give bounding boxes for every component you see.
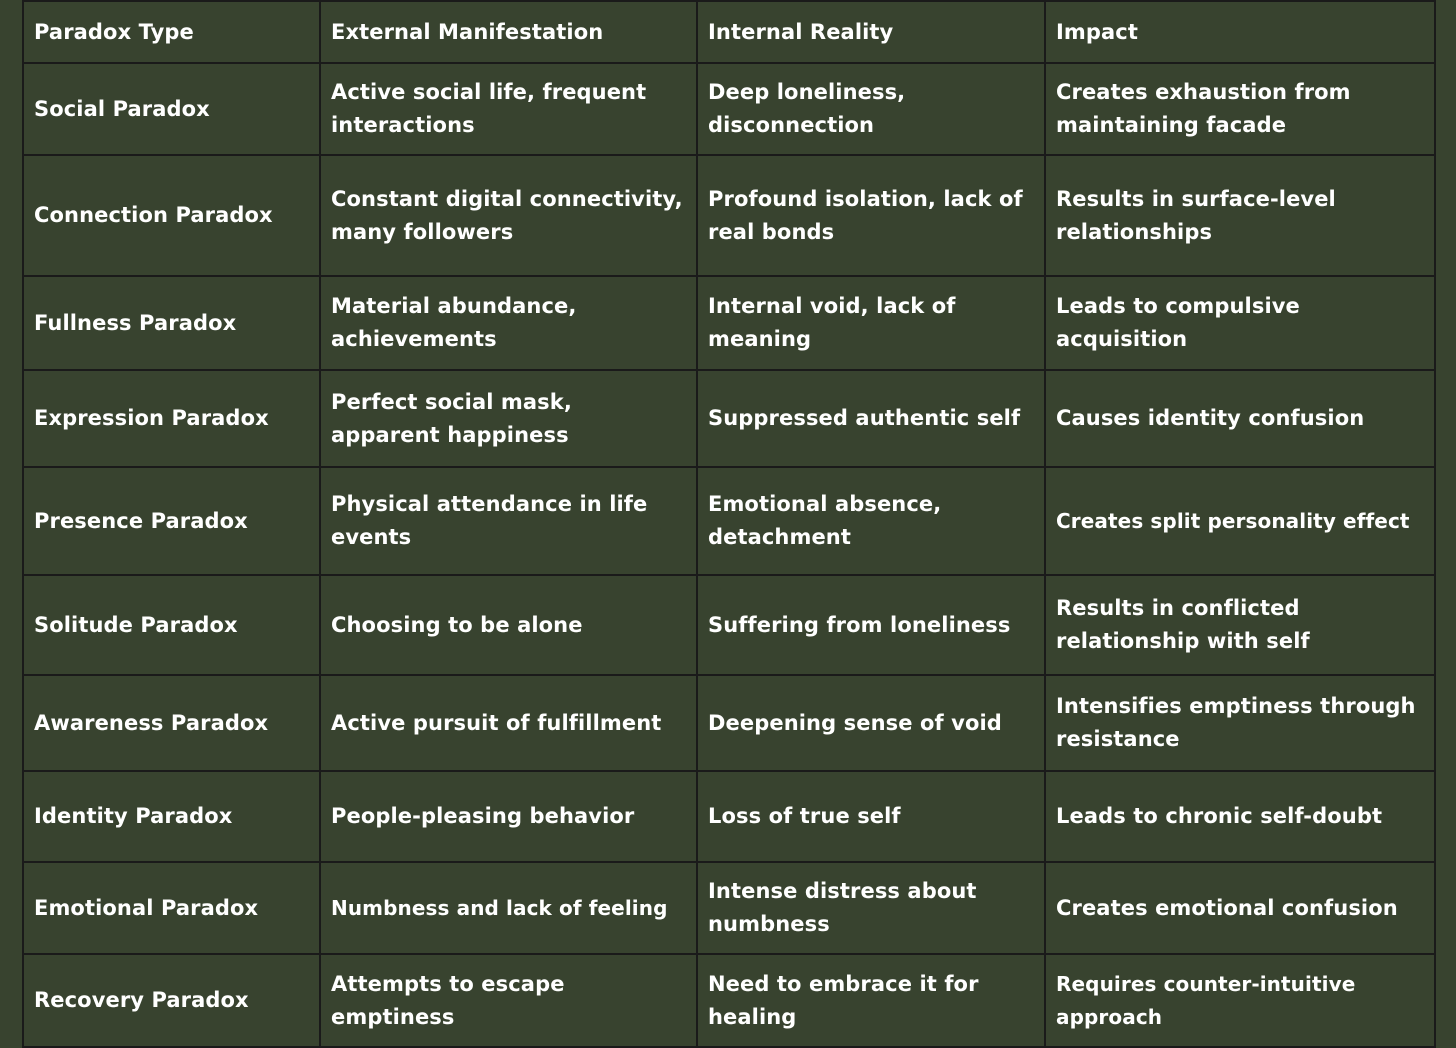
table-cell: Leads to compulsive acquisition [1045, 276, 1435, 370]
header-cell-external-manifestation: External Manifestation [320, 1, 697, 63]
table-cell: Expression Paradox [23, 370, 320, 467]
table-cell: Choosing to be alone [320, 575, 697, 675]
table-cell: Constant digital connectivity, many followers [320, 155, 697, 276]
table-cell: Suffering from loneliness [697, 575, 1045, 675]
table-cell: Creates emotional confusion [1045, 862, 1435, 954]
table-cell: Active social life, frequent interactions [320, 63, 697, 155]
paradox-table-container [22, 0, 1434, 1048]
table-cell: Awareness Paradox [23, 675, 320, 771]
table-cell: Material abundance, achievements [320, 276, 697, 370]
table-cell: Suppressed authentic self [697, 370, 1045, 467]
table-cell: Deep loneliness, disconnection [697, 63, 1045, 155]
table-cell: Deepening sense of void [697, 675, 1045, 771]
table-cell: Attempts to escape emptiness [320, 954, 697, 1047]
table-cell: Emotional absence, detachment [697, 467, 1045, 575]
table-cell: Need to embrace it for healing [697, 954, 1045, 1047]
table-cell: Physical attendance in life events [320, 467, 697, 575]
table-cell: Active pursuit of fulfillment [320, 675, 697, 771]
table-row [23, 771, 1435, 862]
table-cell: Results in surface-level relationships [1045, 155, 1435, 276]
table-cell: Connection Paradox [23, 155, 320, 276]
table-cell: Internal void, lack of meaning [697, 276, 1045, 370]
table-row [23, 954, 1435, 1047]
table-cell: Intensifies emptiness through resistance [1045, 675, 1435, 771]
table-cell: Results in conflicted relationship with self [1045, 575, 1435, 675]
table-cell: Numbness and lack of feeling [320, 862, 697, 954]
table-cell: Requires counter-intuitive approach [1045, 954, 1435, 1047]
header-cell-internal-reality: Internal Reality [697, 1, 1045, 63]
table-header-row [23, 1, 1435, 63]
table-cell: Recovery Paradox [23, 954, 320, 1047]
header-cell-paradox-type: Paradox Type [23, 1, 320, 63]
table-row [23, 675, 1435, 771]
table-cell: Social Paradox [23, 63, 320, 155]
paradox-table [22, 0, 1436, 1048]
table-cell: Presence Paradox [23, 467, 320, 575]
table-row [23, 467, 1435, 575]
table-row [23, 370, 1435, 467]
table-cell: Perfect social mask, apparent happiness [320, 370, 697, 467]
table-cell: Profound isolation, lack of real bonds [697, 155, 1045, 276]
table-row [23, 862, 1435, 954]
table-cell: Fullness Paradox [23, 276, 320, 370]
table-cell: Creates exhaustion from maintaining facade [1045, 63, 1435, 155]
table-cell: People-pleasing behavior [320, 771, 697, 862]
table-row [23, 155, 1435, 276]
table-cell: Identity Paradox [23, 771, 320, 862]
table-row [23, 276, 1435, 370]
table-cell: Intense distress about numbness [697, 862, 1045, 954]
table-cell: Causes identity confusion [1045, 370, 1435, 467]
table-cell: Creates split personality effect [1045, 467, 1435, 575]
table-row [23, 63, 1435, 155]
header-cell-impact: Impact [1045, 1, 1435, 63]
table-cell: Leads to chronic self-doubt [1045, 771, 1435, 862]
table-cell: Emotional Paradox [23, 862, 320, 954]
table-cell: Loss of true self [697, 771, 1045, 862]
table-cell: Solitude Paradox [23, 575, 320, 675]
table-row [23, 575, 1435, 675]
